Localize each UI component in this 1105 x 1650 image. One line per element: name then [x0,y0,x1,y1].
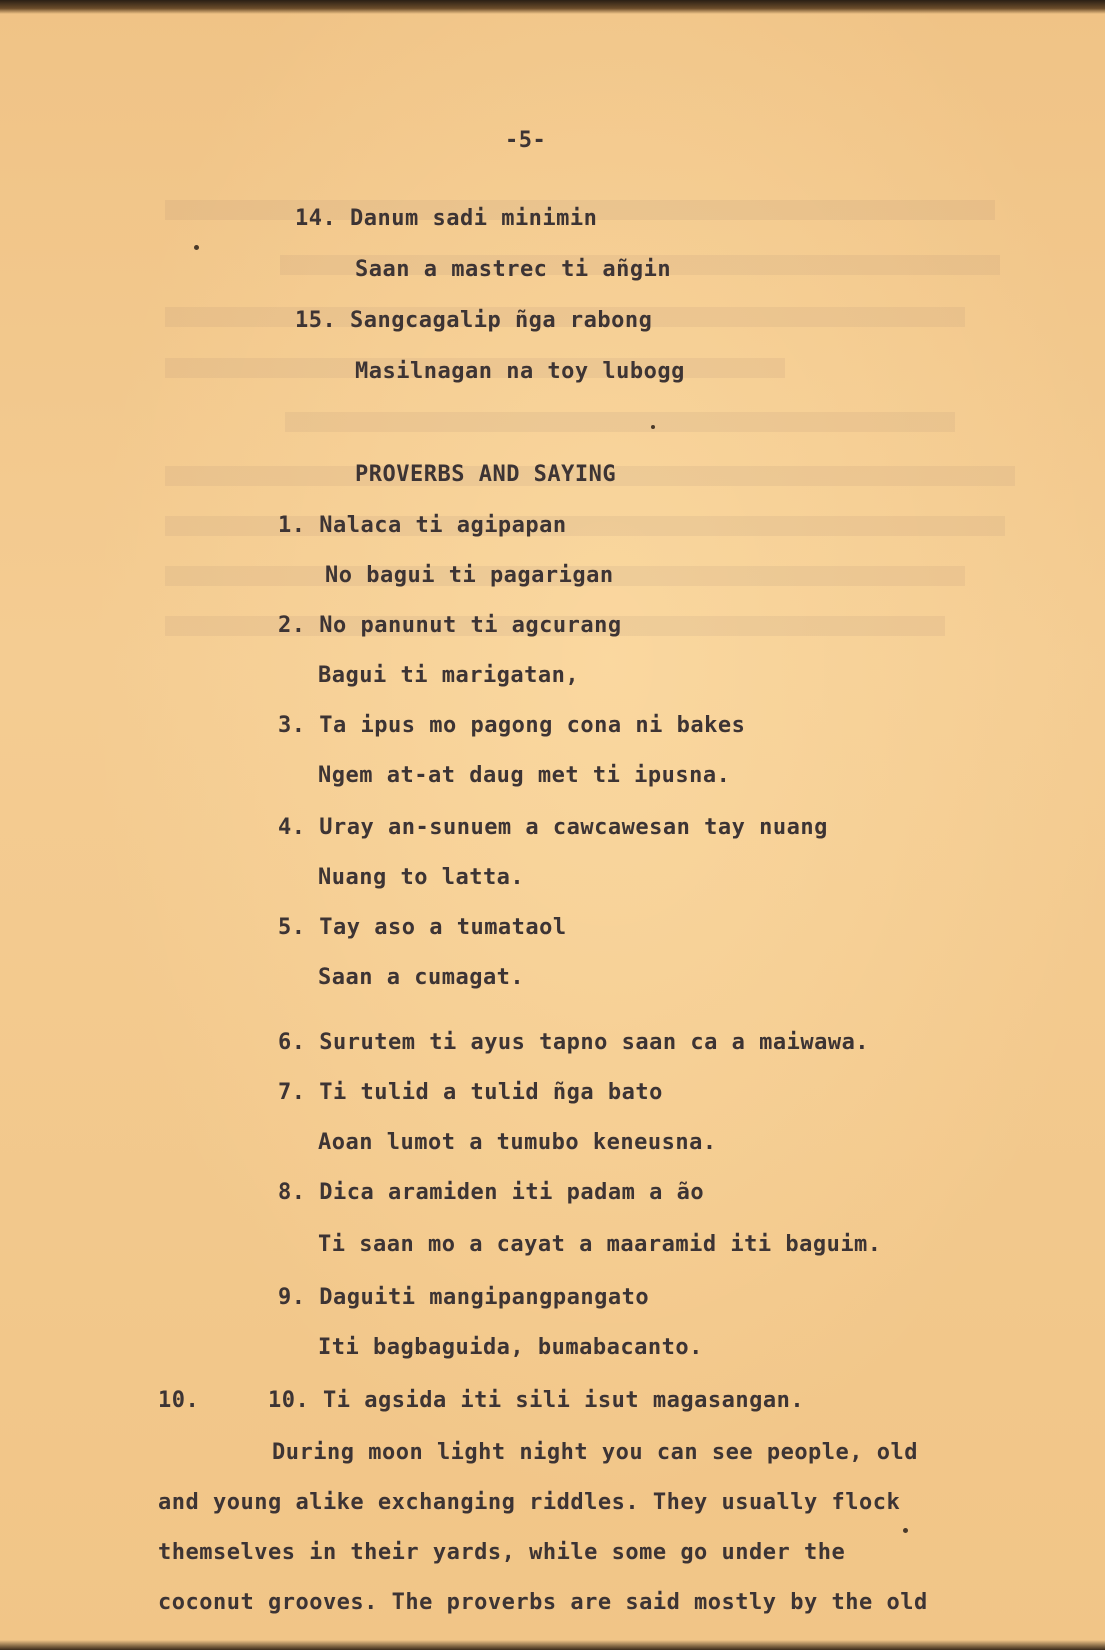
paragraph-line: themselves in their yards, while some go under the [158,1540,846,1565]
bleed-through-line [285,412,955,432]
riddle-14-line1 [295,206,597,231]
proverb-3-line1 [278,713,745,738]
scan-edge-top [0,0,1105,14]
proverb-5-line2: Saan a cumagat. [318,965,525,990]
proverb-number: 4. [278,815,306,840]
proverb-8-line1 [278,1180,704,1205]
page-number: -5- [505,128,547,153]
riddle-text: Danum sadi minimin [350,206,598,231]
proverb-6-line1 [278,1030,869,1055]
proverb-2-line2: Bagui ti marigatan, [318,663,580,688]
proverb-text: Surutem ti ayus tapno saan ca a maiwawa. [319,1030,870,1055]
proverb-5-line1 [278,915,567,940]
proverb-3-line2: Ngem at-at daug met ti ipusna. [318,763,731,788]
proverb-10-margin-number: 10. [158,1388,200,1413]
proverb-number: 1. [278,513,306,538]
proverb-text: Ti tulid a tulid ñga bato [319,1080,663,1105]
proverb-7-line2: Aoan lumot a tumubo kenеusna. [318,1130,717,1155]
proverb-number: 8. [278,1180,306,1205]
riddle-number: 14. [295,206,337,231]
proverb-4-line2: Nuang to latta. [318,865,525,890]
proverb-number: 6. [278,1030,306,1055]
proverb-2-line1 [278,613,622,638]
proverb-number: 5. [278,915,306,940]
proverb-number: 9. [278,1285,306,1310]
proverb-text: Dica aramiden iti padam a ão [319,1180,705,1205]
proverb-9-line1 [278,1285,649,1310]
proverb-text: No panunut ti agcurang [319,613,622,638]
ink-spot [903,1528,908,1533]
riddle-text: Sangcagalip ñga rabong [350,308,653,333]
proverb-7-line1 [278,1080,663,1105]
proverb-1-line1 [278,513,567,538]
paragraph-line: During moon light night you can see people, old [272,1440,919,1465]
proverb-text: Ta ipus mo pagong cona ni bakes [319,713,746,738]
proverb-text: Nalaca ti agipapan [319,513,567,538]
scan-edge-bottom [0,1640,1105,1650]
proverbs-heading: PROVERBS AND SAYING [355,462,617,487]
riddle-14-line2: Saan a mastrec ti añgin [355,257,672,282]
proverb-text: Uray an-sunuem a cawcawesan tay nuang [319,815,828,840]
ink-spot [651,425,655,429]
riddle-15-line2: Masilnagan na toy lubogg [355,359,685,384]
proverb-10-line1: 10. Ti agsida iti sili isut magasangan. [268,1388,805,1413]
proverb-text: Daguiti mangipangpangato [319,1285,650,1310]
paragraph-line: coconut grooves. The proverbs are said mostly by the old [158,1590,928,1615]
proverb-8-line2: Ti saan mo a cayat a maaramid iti baguim. [318,1232,882,1257]
proverb-number: 7. [278,1080,306,1105]
proverb-9-line2: Iti bagbaguida, bumabacanto. [318,1335,703,1360]
ink-spot [194,245,199,250]
riddle-number: 15. [295,308,337,333]
proverb-4-line1 [278,815,828,840]
proverb-text: Tay aso a tumataol [319,915,567,940]
paragraph-line: and young alike exchanging riddles. They usually flock [158,1490,901,1515]
proverb-number: 3. [278,713,306,738]
proverb-number: 2. [278,613,306,638]
riddle-15-line1 [295,308,652,333]
proverb-1-line2: No bagui ti pagarigan [325,563,614,588]
